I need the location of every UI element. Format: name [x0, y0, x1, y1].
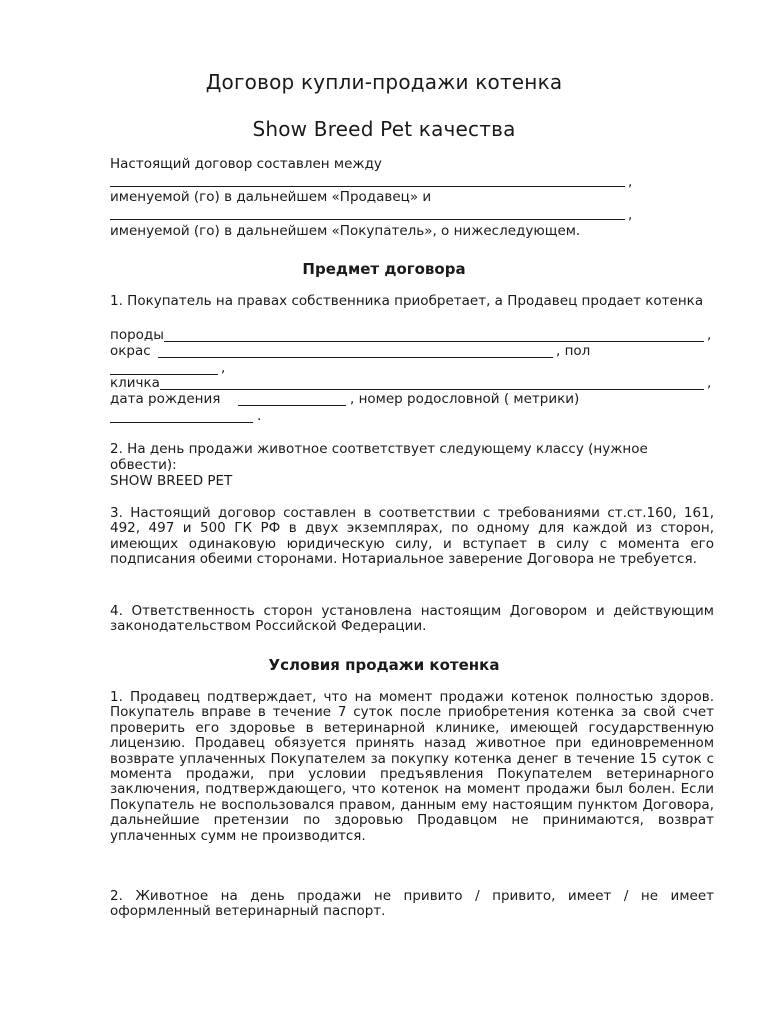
- intro-line: Настоящий договор составлен между: [110, 156, 382, 172]
- breed-comma: ,: [707, 327, 712, 343]
- pedigree-label: , номер родословной ( метрики): [350, 391, 580, 407]
- buyer-reference: именуемой (го) в дальнейшем «Покупатель», о нижеследующем.: [110, 223, 581, 239]
- dob-label: дата рождения: [110, 391, 221, 407]
- sale-terms-item-2: 2. Животное на день продажи не привито / привито, имеет / не имеет оформленный ветеринарный паспорт.: [110, 888, 714, 920]
- document-title: Договор купли-продажи котенка: [205, 70, 563, 94]
- intro-comma-1: ,: [628, 174, 633, 190]
- sex-comma: ,: [221, 360, 226, 376]
- dob-blank: [238, 405, 346, 406]
- seller-reference: именуемой (го) в дальнейшем «Продавец» и: [110, 189, 432, 205]
- sale-terms-item-1: 1. Продавец подтверждает, что на момент продажи котенок полностью здоров. Покупатель вправе в течение 7 суток после приобретения котенка за свой счет проверить его здоровье в ветеринарной клинике, имеющей государственную лицензию. Продавец обязуется принять назад животное при единовременном возврате уплаченных Покупателем за покупку котенка денег в течение 15 суток с момента продажи, при условии предъявления Покупателем ветеринарного заключения, подтверждающего, что котенок на момент продажи был болен. Если Покупатель не воспользовался правом, данным ему настоящим пунктом Договора, дальнейшие претензии по здоровью Продавцом не принимаются, возврат уплаченных сумм не производится.: [110, 689, 714, 844]
- name-blank: [160, 389, 704, 390]
- pedigree-blank: [110, 422, 253, 423]
- party-buyer-blank: [110, 219, 625, 220]
- color-blank: [158, 357, 553, 358]
- subject-item-2: 2. На день продажи животное соответствует следующему классу (нужное обвести):: [110, 441, 648, 473]
- section-heading-sale-terms: Условия продажи котенка: [268, 656, 500, 674]
- name-comma: ,: [707, 375, 712, 391]
- name-label: кличка: [110, 375, 160, 391]
- breed-label: породы: [110, 327, 164, 343]
- document-subtitle: Show Breed Pet качества: [252, 117, 516, 141]
- sex-label: , пол: [556, 343, 591, 359]
- intro-comma-2: ,: [628, 207, 633, 223]
- pedigree-period: .: [257, 408, 262, 424]
- color-label: окрас: [110, 343, 151, 359]
- section-heading-subject: Предмет договора: [302, 260, 466, 278]
- party-seller-blank: [110, 186, 625, 187]
- breed-blank: [164, 341, 704, 342]
- class-value: SHOW BREED PET: [110, 473, 233, 489]
- subject-item-3: 3. Настоящий договор составлен в соответствии с требованиями ст.ст.160, 161, 492, 497 и 500 ГК РФ в двух экземплярах, по одному для каждой из сторон, имеющих одинаковую юридическую силу, и вступает в силу с момента его подписания обеими сторонами. Нотариальное заверение Договора не требуется.: [110, 505, 714, 568]
- subject-item-1-lead: 1. Покупатель на правах собственника приобретает, а Продавец продает котенка: [110, 293, 704, 309]
- subject-item-4: 4. Ответственность сторон установлена настоящим Договором и действующим законодательством Российской Федерации.: [110, 603, 714, 635]
